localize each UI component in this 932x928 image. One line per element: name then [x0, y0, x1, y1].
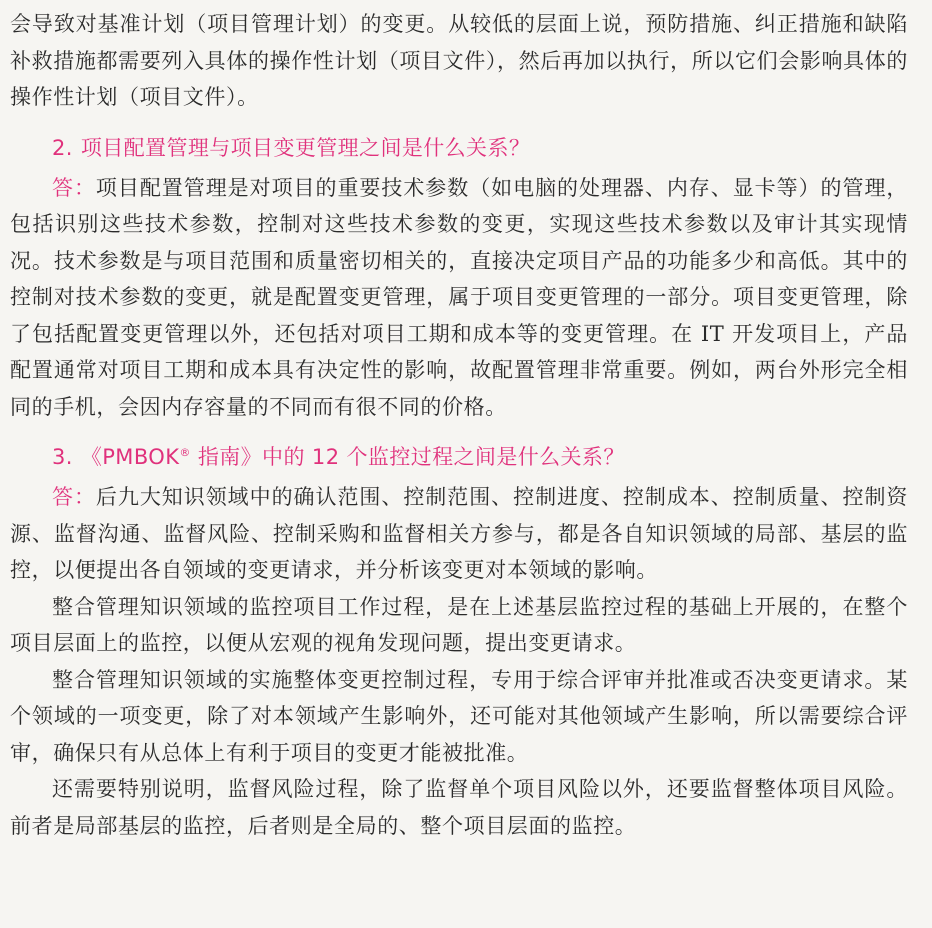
answer-2-text: 项目配置管理是对项目的重要技术参数（如电脑的处理器、内存、显卡等）的管理，包括识别这些技术参数，控制对这些技术参数的变更，实现这些技术参数以及审计其实现情况。技术参数是与项目范围和质量密切相关的，直接决定项目产品的功能多少和高低。其中的控制对技术参数的变更，就是配置变更管理，属于项目变更管理的一部分。项目变更管理，除了包括配置变更管理以外，还包括对项目工期和成本等的变更管理。在 IT 开发项目上，产品配置通常对项目工期和成本具有决定性的影响，故配置管理非常重要。例如，两台外形完全相同的手机，会因内存容量的不同而有很不同的价格。 — [10, 175, 908, 419]
answer-3-text: 后九大知识领域中的确认范围、控制范围、控制进度、控制成本、控制质量、控制资源、监督沟通、监督风险、控制采购和监督相关方参与，都是各自知识领域的局部、基层的监控，以便提出各自领域的变更请求，并分析该变更对本领域的影响。 — [10, 485, 908, 582]
answer-2-label: 答： — [52, 175, 96, 200]
answer-3-paragraph-3: 整合管理知识领域的实施整体变更控制过程，专用于综合评审并批准或否决变更请求。某个领域的一项变更，除了对本领域产生影响外，还可能对其他领域产生影响，所以需要综合评审，确保只有从总体上有利于项目的变更才能被批准。 — [10, 667, 908, 765]
question-2-heading — [10, 130, 908, 166]
question-3-heading — [10, 439, 908, 475]
question-3-title-prefix: 《PMBOK — [80, 445, 180, 469]
answer-3-paragraph-2: 整合管理知识领域的监控项目工作过程，是在上述基层监控过程的基础上开展的，在整个项目层面上的监控，以便从宏观的视角发现问题，提出变更请求。 — [10, 594, 908, 655]
intro-paragraph: 会导致对基准计划（项目管理计划）的变更。从较低的层面上说，预防措施、纠正措施和缺陷补救措施都需要列入具体的操作性计划（项目文件），然后再加以执行，所以它们会影响具体的操作性计划（项目文件）。 — [10, 12, 908, 109]
answer-3-paragraph — [10, 479, 908, 589]
question-2-number: 2. — [52, 135, 73, 160]
question-2-title: 项目配置管理与项目变更管理之间是什么关系？ — [80, 135, 531, 160]
question-3-number: 3. — [52, 445, 73, 469]
question-3-title-suffix: 指南》中的 12 个监控过程之间是什么关系？ — [190, 445, 625, 469]
registered-mark: ® — [179, 446, 191, 459]
answer-3-label: 答： — [52, 485, 96, 509]
answer-2-paragraph — [10, 170, 908, 426]
answer-3-paragraph-4: 还需要特别说明，监督风险过程，除了监督单个项目风险以外，还要监督整体项目风险。前者是局部基层的监控，后者则是全局的、整个项目层面的监控。 — [10, 777, 908, 838]
